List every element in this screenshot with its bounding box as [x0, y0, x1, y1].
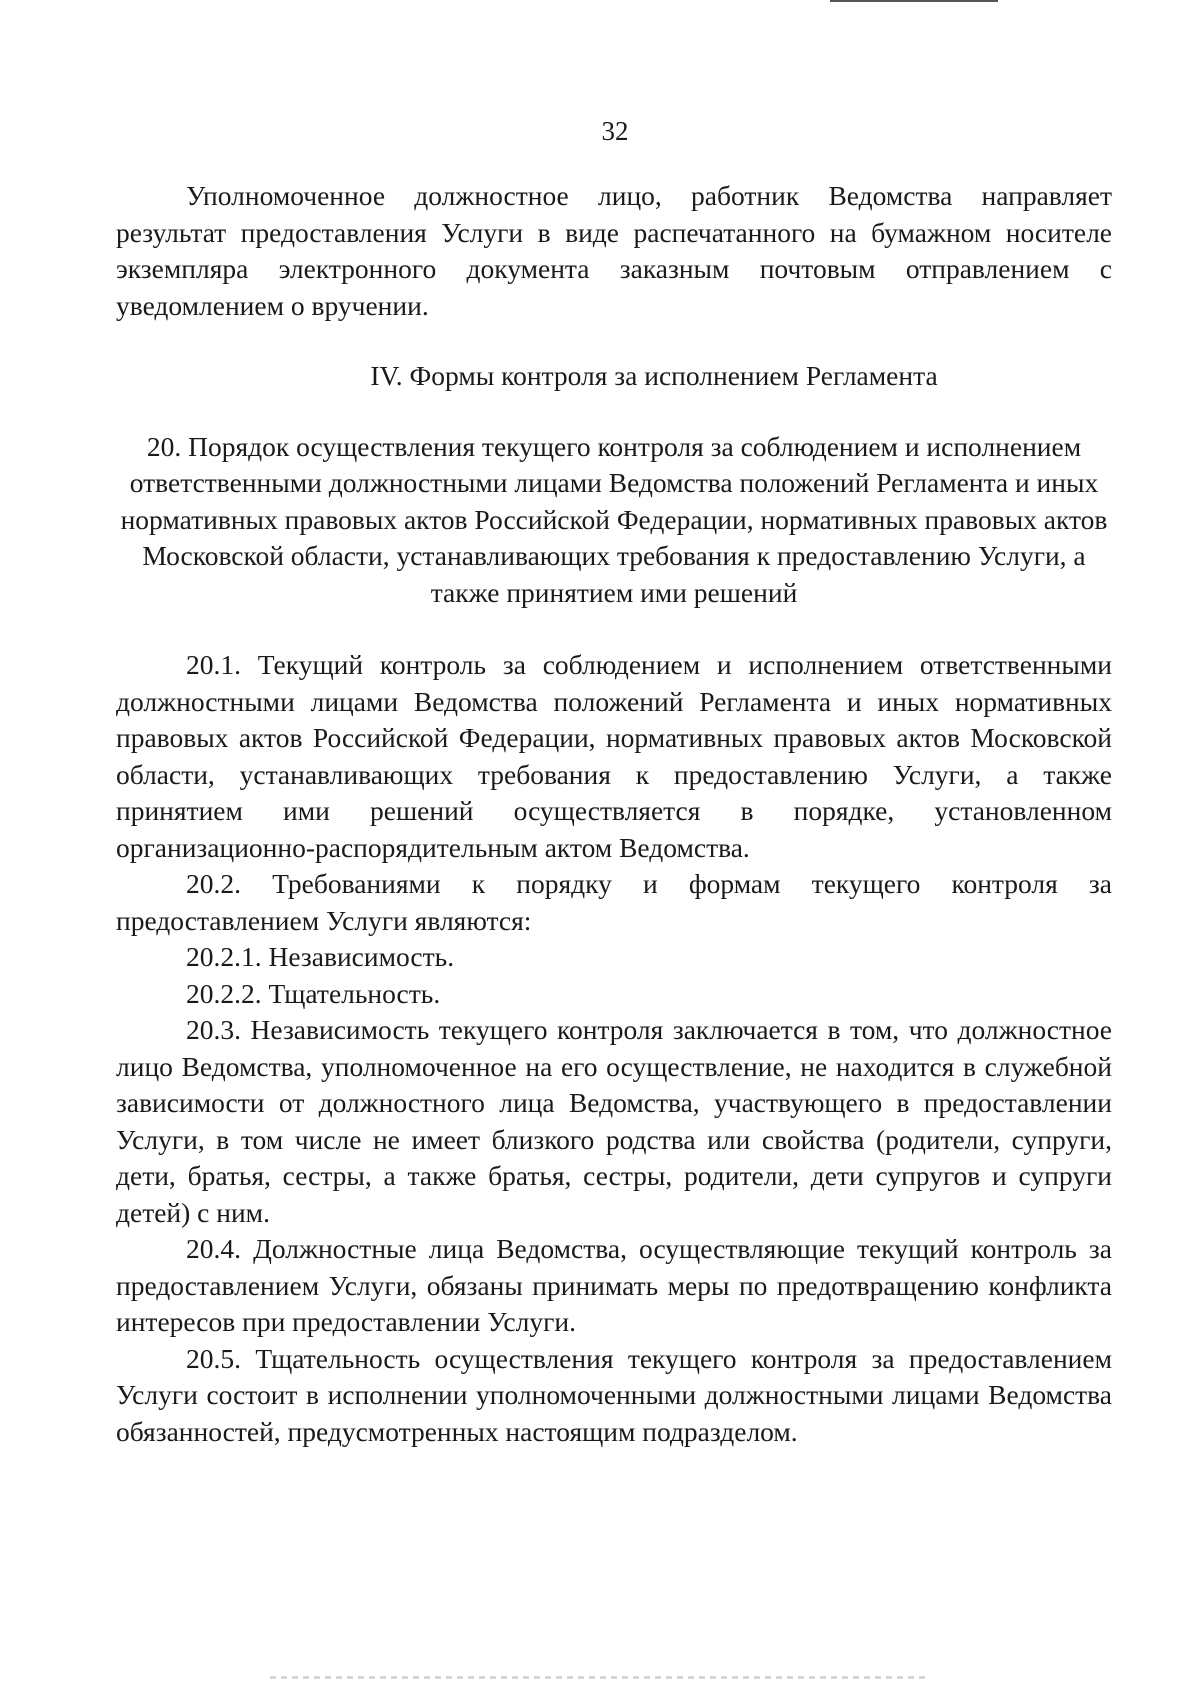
- paragraph-20-2-1: 20.2.1. Независимость.: [186, 941, 455, 972]
- paragraph-20-3: 20.3. Независимость текущего контроля заключается в том, что должностное лицо Ведомства, уполномоченное на его осуществление, не находится в служебной зависимости от должностного лица Ведомства, участвующего в предоставлении Услуги, в том числе не имеет близкого родства или свойства (родители, супруги, дети, братья, сестры, а также братья, сестры, родители, дети супругов и супруги детей) с ним.: [116, 1014, 1112, 1228]
- paragraph-intro: Уполномоченное должностное лицо, работник Ведомства направляет результат предоставления Услуги в виде распечатанного на бумажном носителе экземпляра электронного документа заказным почтовым отправлением с уведомлением о вручении.: [116, 180, 1112, 321]
- scan-artifact-line: [830, 0, 998, 2]
- paragraph-20-5: 20.5. Тщательность осуществления текущего контроля за предоставлением Услуги состоит в исполнении уполномоченными должностными лицами Ведомства обязанностей, предусмотренных настоящим подразделом.: [116, 1342, 1112, 1447]
- document-body: [116, 178, 1112, 1450]
- subsection-title: 20. Порядок осуществления текущего контроля за соблюдением и исполнением ответственными должностными лицами Ведомства положений Регламента и иных нормативных правовых актов Российской Федерации, нормативных правовых актов Московской области, устанавливающих требования к предоставлению Услуги, а также принятием ими решений: [120, 430, 1108, 608]
- paragraph-20-4: 20.4. Должностные лица Ведомства, осуществляющие текущий контроль за предоставлением Услуги, обязаны принимать меры по предотвращению конфликта интересов при предоставлении Услуги.: [116, 1233, 1112, 1337]
- paragraph-20-2: 20.2. Требованиями к порядку и формам текущего контроля за предоставлением Услуги являются:: [116, 868, 1112, 936]
- scan-artifact-noise: [270, 1676, 930, 1679]
- paragraph-20-2-2: 20.2.2. Тщательность.: [186, 977, 441, 1009]
- page-number: 32: [601, 116, 629, 146]
- paragraph-20-1: 20.1. Текущий контроль за соблюдением и исполнением ответственными должностными лицами Ведомства положений Регламента и иных нормативных правовых актов Российской Федерации, нормативных правовых актов Московской области, устанавливающих требования к предоставлению Услуги, а также принятием ими решений осуществляется в порядке, установленном организационно-распорядительным актом Ведомства.: [116, 649, 1112, 863]
- section-title: IV. Формы контроля за исполнением Регламента: [370, 360, 938, 391]
